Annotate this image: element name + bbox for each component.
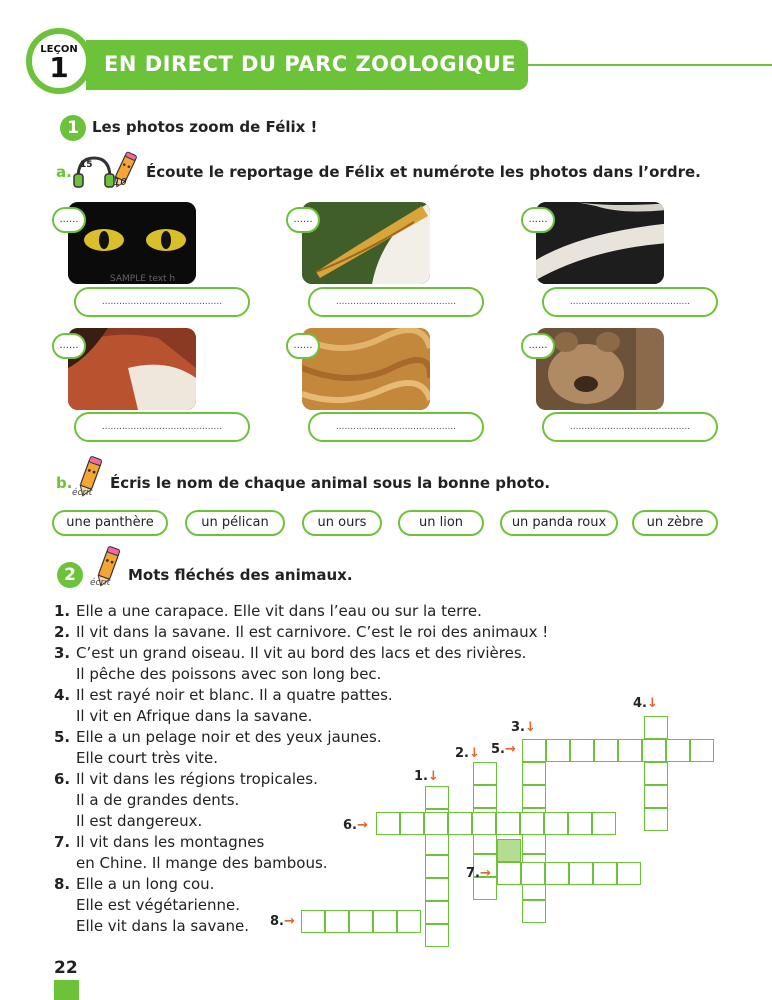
crossword-cell-shaded[interactable] [497,839,521,862]
grid-label-8: 8.→ [270,914,295,929]
clue-2: 2. Il vit dans la savane. Il est carnivore. C’est le roi des animaux ! [54,623,549,641]
page-title: EN DIRECT DU PARC ZOOLOGIQUE [104,52,517,76]
lesson-word: LEÇON [40,44,78,55]
photo-number-tag[interactable]: ...... [286,333,320,359]
crossword-cell[interactable] [570,739,594,762]
answer-field[interactable]: .......................................... [74,287,250,317]
answer-field[interactable]: .......................................... [74,412,250,442]
word-chip[interactable]: un zèbre [632,510,718,536]
photo-bear-face [536,328,664,410]
crossword-cell[interactable] [545,862,569,885]
photo-number-tag[interactable]: ...... [521,207,555,233]
crossword-cell[interactable] [644,785,668,808]
watermark-text: SAMPLE text h [110,274,176,284]
crossword-cell[interactable] [424,812,448,835]
crossword-cell[interactable] [397,910,421,933]
crossword-cell[interactable] [544,812,568,835]
clue-6-line3: Il est dangereux. [76,812,203,830]
crossword-cell[interactable] [400,812,424,835]
crossword-cell[interactable] [425,901,449,924]
photo-number-tag[interactable]: ...... [286,207,320,233]
photo-lion-mane [302,328,430,410]
clue-4: 4. Il est rayé noir et blanc. Il a quatre pattes. [54,686,393,704]
crossword-cell[interactable] [690,739,714,762]
crossword-cell[interactable] [496,812,520,835]
grid-label-7: 7.→ [466,866,491,881]
clue-6-line2: Il a de grandes dents. [76,791,240,809]
clue-5: 5. Elle a un pelage noir et des yeux jaunes. [54,728,382,746]
grid-label-3: 3.↓ [511,720,536,735]
part-b-instruction: Écris le nom de chaque animal sous la bonne photo. [110,474,551,492]
headphones-icon [72,150,142,190]
crossword-cell[interactable] [617,862,641,885]
crossword-cell[interactable] [521,862,545,885]
lesson-badge [26,28,92,94]
clue-8-line3: Elle vit dans la savane. [76,917,250,935]
crossword-cell[interactable] [425,878,449,901]
answer-field[interactable]: .......................................... [308,287,484,317]
pencil-label: écrit [90,578,111,588]
grid-label-5: 5.→ [491,742,516,757]
crossword-cell[interactable] [425,786,449,809]
grid-label-1: 1.↓ [414,769,439,784]
part-b-letter: b. [56,474,73,492]
crossword-cell[interactable] [569,862,593,885]
track-number: 15 [80,160,93,170]
word-chip[interactable]: un lion [398,510,484,536]
section2-number: 2 [57,562,83,588]
clue-8-line2: Elle est végétarienne. [76,896,241,914]
crossword-cell[interactable] [425,855,449,878]
crossword-cell[interactable] [666,739,690,762]
part-a-instruction: Écoute le reportage de Félix et numérote les photos dans l’ordre. [146,163,701,181]
title-rule [528,64,772,66]
word-chip[interactable]: un ours [302,510,382,536]
clue-1: 1. Elle a une carapace. Elle vit dans l’eau ou sur la terre. [54,602,482,620]
crossword-cell[interactable] [568,812,592,835]
crossword-cell[interactable] [522,762,546,785]
part-a-letter: a. [56,163,72,181]
answer-field[interactable]: .......................................... [542,287,718,317]
clue-3-line2: Il pêche des poissons avec son long bec. [76,665,382,683]
clue-3: 3. C’est un grand oiseau. Il vit au bord des lacs et des rivières. [54,644,527,662]
crossword-cell[interactable] [644,716,668,739]
crossword-cell[interactable] [376,812,400,835]
photo-zebra-stripes [536,202,664,284]
photo-number-tag[interactable]: ...... [52,207,86,233]
crossword-cell[interactable] [520,812,544,835]
crossword-cell[interactable] [644,762,668,785]
photo-panther-eyes [68,202,196,284]
crossword-cell[interactable] [325,910,349,933]
crossword-cell[interactable] [618,739,642,762]
photo-number-tag[interactable]: ...... [52,333,86,359]
crossword-cell[interactable] [473,762,497,785]
crossword-cell[interactable] [594,739,618,762]
grid-label-4: 4.↓ [633,696,658,711]
clue-5-line2: Elle court très vite. [76,749,219,767]
page-number: 22 [54,958,78,978]
crossword-cell[interactable] [425,924,449,947]
crossword-cell[interactable] [522,900,546,923]
crossword-cell[interactable] [473,785,497,808]
crossword-cell[interactable] [546,739,570,762]
grid-label-2: 2.↓ [455,746,480,761]
lesson-number: 1 [49,51,69,84]
answer-field[interactable]: .......................................... [542,412,718,442]
crossword-cell[interactable] [522,739,546,762]
track-sub: 10 [114,177,127,188]
answer-field[interactable]: .......................................... [308,412,484,442]
crossword-cell[interactable] [472,812,496,835]
clue-8: 8. Elle a un long cou. [54,875,215,893]
crossword-cell[interactable] [644,808,668,831]
crossword-cell[interactable] [497,862,521,885]
crossword-cell[interactable] [448,812,472,835]
crossword-cell[interactable] [522,785,546,808]
crossword-cell[interactable] [593,862,617,885]
photo-red-panda [68,328,196,410]
crossword-cell[interactable] [349,910,373,933]
grid-label-6: 6.→ [343,818,368,833]
pencil-label: écrit [72,488,93,498]
clue-4-line2: Il vit en Afrique dans la savane. [76,707,313,725]
word-chip[interactable]: un panda roux [500,510,618,536]
clue-7: 7. Il vit dans les montagnes [54,833,265,851]
page-tab [54,980,79,1000]
crossword-cell[interactable] [642,739,666,762]
crossword-cell[interactable] [301,910,325,933]
section1-title: Les photos zoom de Félix ! [92,118,318,136]
section1-number: 1 [60,115,86,141]
crossword-cell[interactable] [373,910,397,933]
word-chip[interactable]: une panthère [52,510,168,536]
photo-pelican-beak [302,202,430,284]
clue-7-line2: en Chine. Il mange des bambous. [76,854,328,872]
photo-number-tag[interactable]: ...... [521,333,555,359]
crossword-cell[interactable] [425,832,449,855]
crossword-cell[interactable] [592,812,616,835]
clue-6: 6. Il vit dans les régions tropicales. [54,770,318,788]
word-chip[interactable]: un pélican [185,510,285,536]
section2-title: Mots fléchés des animaux. [128,566,353,584]
